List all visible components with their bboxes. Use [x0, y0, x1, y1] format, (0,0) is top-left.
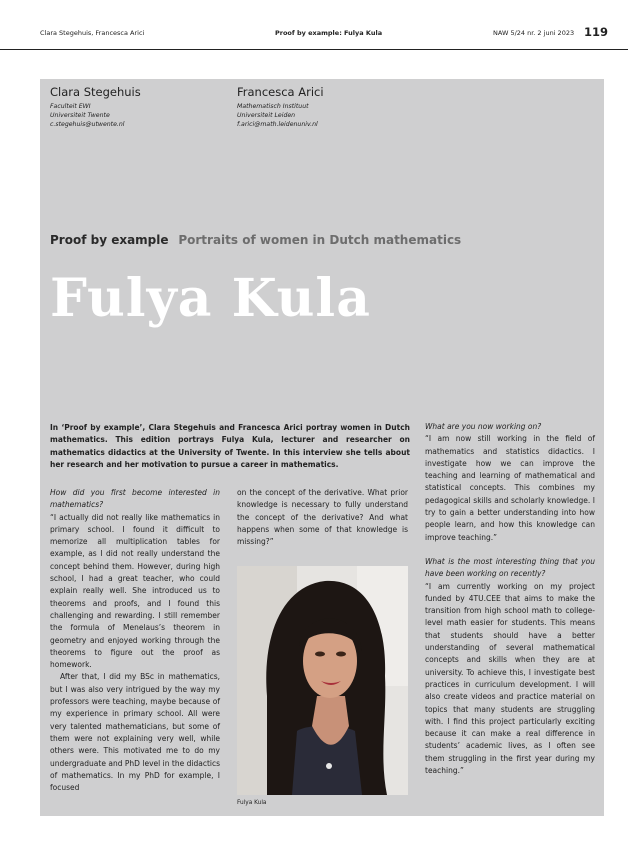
running-header [0, 0, 628, 52]
author-name: Clara Stegehuis [50, 85, 141, 99]
page-number: 119 [584, 25, 609, 39]
author-email: c.stegehuis@utwente.nl [50, 121, 125, 128]
column-2 [237, 487, 408, 548]
answer-1: “I actually did not really like mathematics in primary school. I found it difficult to memorize all multiplication tables for example, as I did not really understand the concept behind them. However, during high school, I had a great teacher, who could explain really well. She introduced us to theorems and proofs, and I found this challenging and rewarding. I still remember the formula of Menelaus’s theorem in geometry and enjoyed working through the theorems to figure out the proof as homework. [50, 512, 220, 670]
header-authors: Clara Stegehuis, Francesca Arici [40, 29, 145, 37]
series-name: Proof by example [50, 233, 169, 247]
author-dept: Faculteit EWI [50, 103, 91, 110]
header-journal: NAW 5/24 nr. 2 juni 2023 [493, 29, 575, 37]
answer-3: “I am currently working on my project funded by 4TU.CEE that aims to make the transition from high school math to college-level math easier for students. This means that students should have a better understanding of several mathematical concepts and skills when they are at university. To achieve this, I investigate best practices in curriculum development. I will also create videos and practice material on topics that many students are struggling with. I find this project particularly exciting because it can make a real difference in students’ academic lives, as I often see them struggling in the first year during my teaching.” [425, 581, 595, 776]
author-block-1 [50, 85, 141, 129]
question-2: What are you now working on? [425, 422, 542, 431]
author-block-2 [237, 85, 324, 129]
author-name: Francesca Arici [237, 85, 324, 99]
column-3 [425, 421, 595, 777]
intro-paragraph: In ‘Proof by example’, Clara Stegehuis and Francesca Arici portray women in Dutch mathematics. This edition portrays Fulya Kula, lecturer and researcher on mathematics didactics at the University of Twente. In this interview she tells about her research and her motivation to pursue a career in mathematics. [50, 423, 410, 469]
author-inst: Universiteit Leiden [237, 112, 296, 119]
series-subtitle: Portraits of women in Dutch mathematics [178, 233, 462, 247]
author-email: f.arici@math.leidenuniv.nl [237, 121, 318, 128]
header-section: Proof by example: Fulya Kula [275, 29, 383, 37]
author-dept: Mathematisch Instituut [237, 103, 309, 110]
photo-caption: Fulya Kula [237, 800, 267, 806]
answer-1-continued: After that, I did my BSc in mathematics, but I was also very intrigued by the way my professors were teaching, maybe because of my experience in primary school. All were very talented mathematicians, but some of them were not explaining very well, while others were. This motivated me to do my undergraduate and PhD level in the didactics of mathematics. In my PhD for example, I focused [50, 672, 220, 793]
article-title: Fulya Kula [50, 268, 371, 329]
author-inst: Universiteit Twente [50, 112, 110, 119]
column-1 [50, 487, 220, 794]
answer-2: “I am now still working in the field of mathematics and statistics didactics. I investigate how we can improve the teaching and learning of mathematical and statistical concepts. This combines my pedagogical skills and scholarly knowledge. I try to gain a better understanding into how people learn, and how this knowledge can improve teaching.” [425, 434, 595, 542]
question-1: How did you first become interested in mathematics? [50, 488, 220, 510]
series-line [50, 233, 461, 247]
answer-1-end: on the concept of the derivative. What prior knowledge is necessary to fully understand the concept of the derivative? And what happens when some of that knowledge is missing?” [237, 488, 408, 547]
question-3: What is the most interesting thing that you have been working on recently? [425, 556, 595, 579]
portrait-photo [237, 566, 408, 795]
header-rule [0, 49, 628, 50]
